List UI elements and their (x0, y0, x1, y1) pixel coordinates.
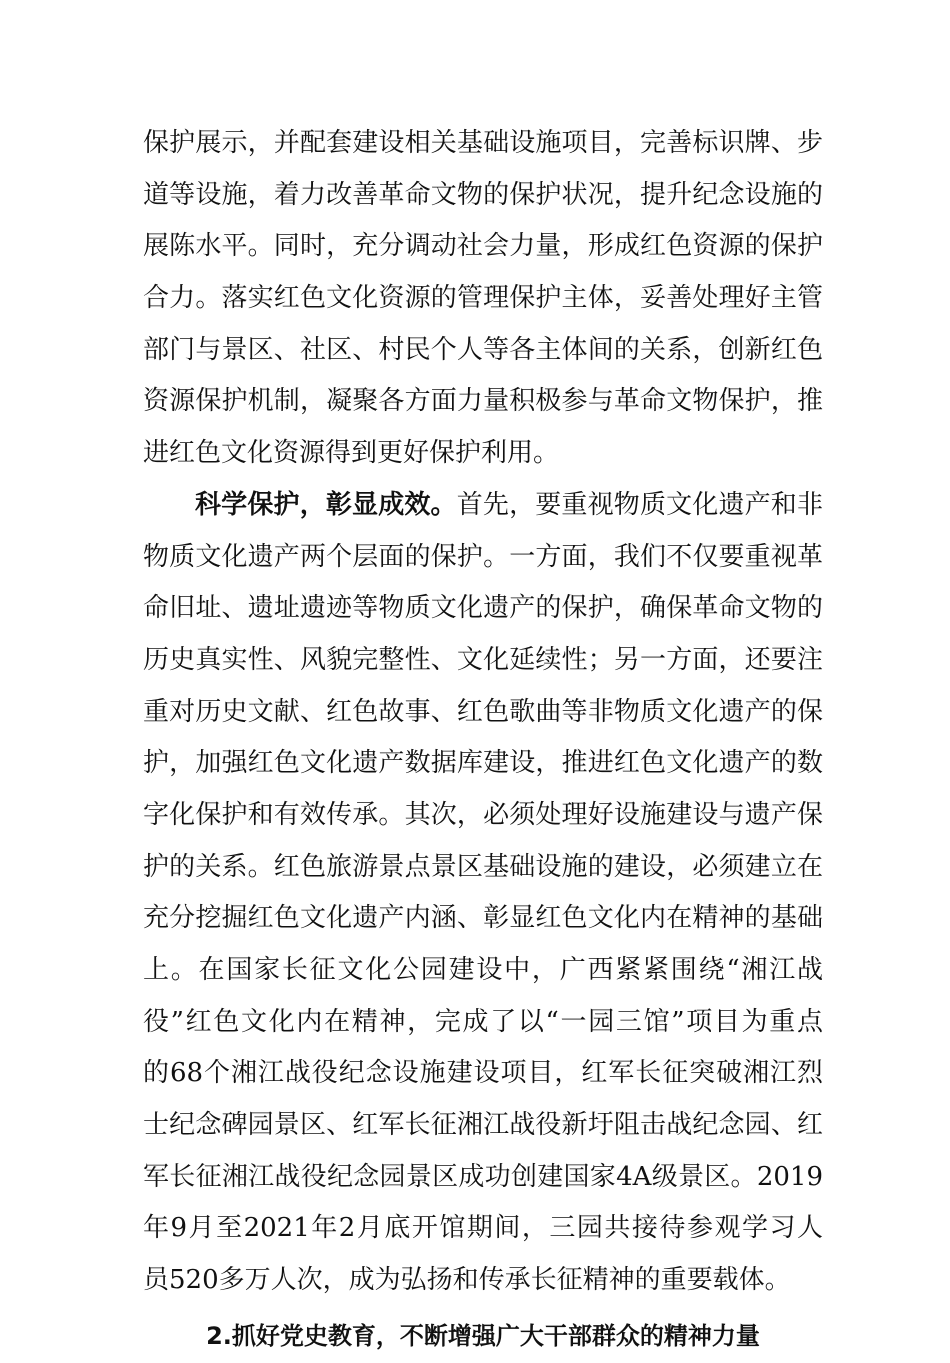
body-text (143, 118, 823, 1363)
paragraph-lead: 科学保护，彰显成效。 (195, 489, 457, 520)
text-line: 命旧址、遗址遗迹等物质文化遗产的保护，确保革命文物的 (143, 593, 823, 624)
text-line: 保护展示，并配套建设相关基础设施项目，完善标识牌、步 (143, 128, 823, 158)
paragraph-first-line (143, 480, 823, 532)
text-line: 役”红色文化内在精神，完成了以“一园三馆”项目为重点 (143, 1006, 823, 1037)
text-line: 进红色文化资源得到更好保护利用。 (143, 438, 560, 469)
text-line: 充分挖掘红色文化遗产内涵、彰显红色文化内在精神的基础 (143, 903, 823, 934)
text-line: 军长征湘江战役纪念园景区成功创建国家4A级景区。2019 (143, 1161, 823, 1192)
text-line: 部门与景区、社区、村民个人等各主体间的关系，创新红色 (143, 334, 823, 365)
text-line: 的68个湘江战役纪念设施建设项目，红军长征突破湘江烈 (143, 1058, 823, 1089)
text-line: 上。在国家长征文化公园建设中，广西紧紧围绕“湘江战 (143, 955, 823, 985)
text-line: 字化保护和有效传承。其次，必须处理好设施建设与遗产保 (143, 799, 823, 830)
text-line: 物质文化遗产两个层面的保护。一方面，我们不仅要重视革 (143, 541, 823, 572)
text-line: 士纪念碑园景区、红军长征湘江战役新圩阻击战纪念园、红 (143, 1110, 823, 1141)
text-line: 合力。落实红色文化资源的管理保护主体，妥善处理好主管 (143, 283, 823, 314)
text-line: 员520多万人次，成为弘扬和传承长征精神的重要载体。 (143, 1265, 791, 1296)
text-line: 护的关系。红色旅游景点景区基础设施的建设，必须建立在 (143, 851, 823, 882)
text-line: 历史真实性、风貌完整性、文化延续性；另一方面，还要注 (143, 644, 823, 675)
section-heading: 2.抓好党史教育，不断增强广大干部群众的精神力量 (206, 1321, 760, 1350)
paragraph-lead-rest: 首先，要重视物质文化遗产和非 (456, 489, 823, 520)
text-line: 年9月至2021年2月底开馆期间，三园共接待参观学习人 (143, 1213, 823, 1244)
text-line: 护，加强红色文化遗产数据库建设，推进红色文化遗产的数 (143, 748, 823, 779)
text-line: 资源保护机制，凝聚各方面力量积极参与革命文物保护，推 (143, 386, 823, 417)
text-line: 重对历史文献、红色故事、红色歌曲等非物质文化遗产的保 (143, 696, 823, 727)
text-line: 道等设施，着力改善革命文物的保护状况，提升纪念设施的 (143, 179, 823, 210)
text-line: 展陈水平。同时，充分调动社会力量，形成红色资源的保护 (143, 231, 823, 262)
